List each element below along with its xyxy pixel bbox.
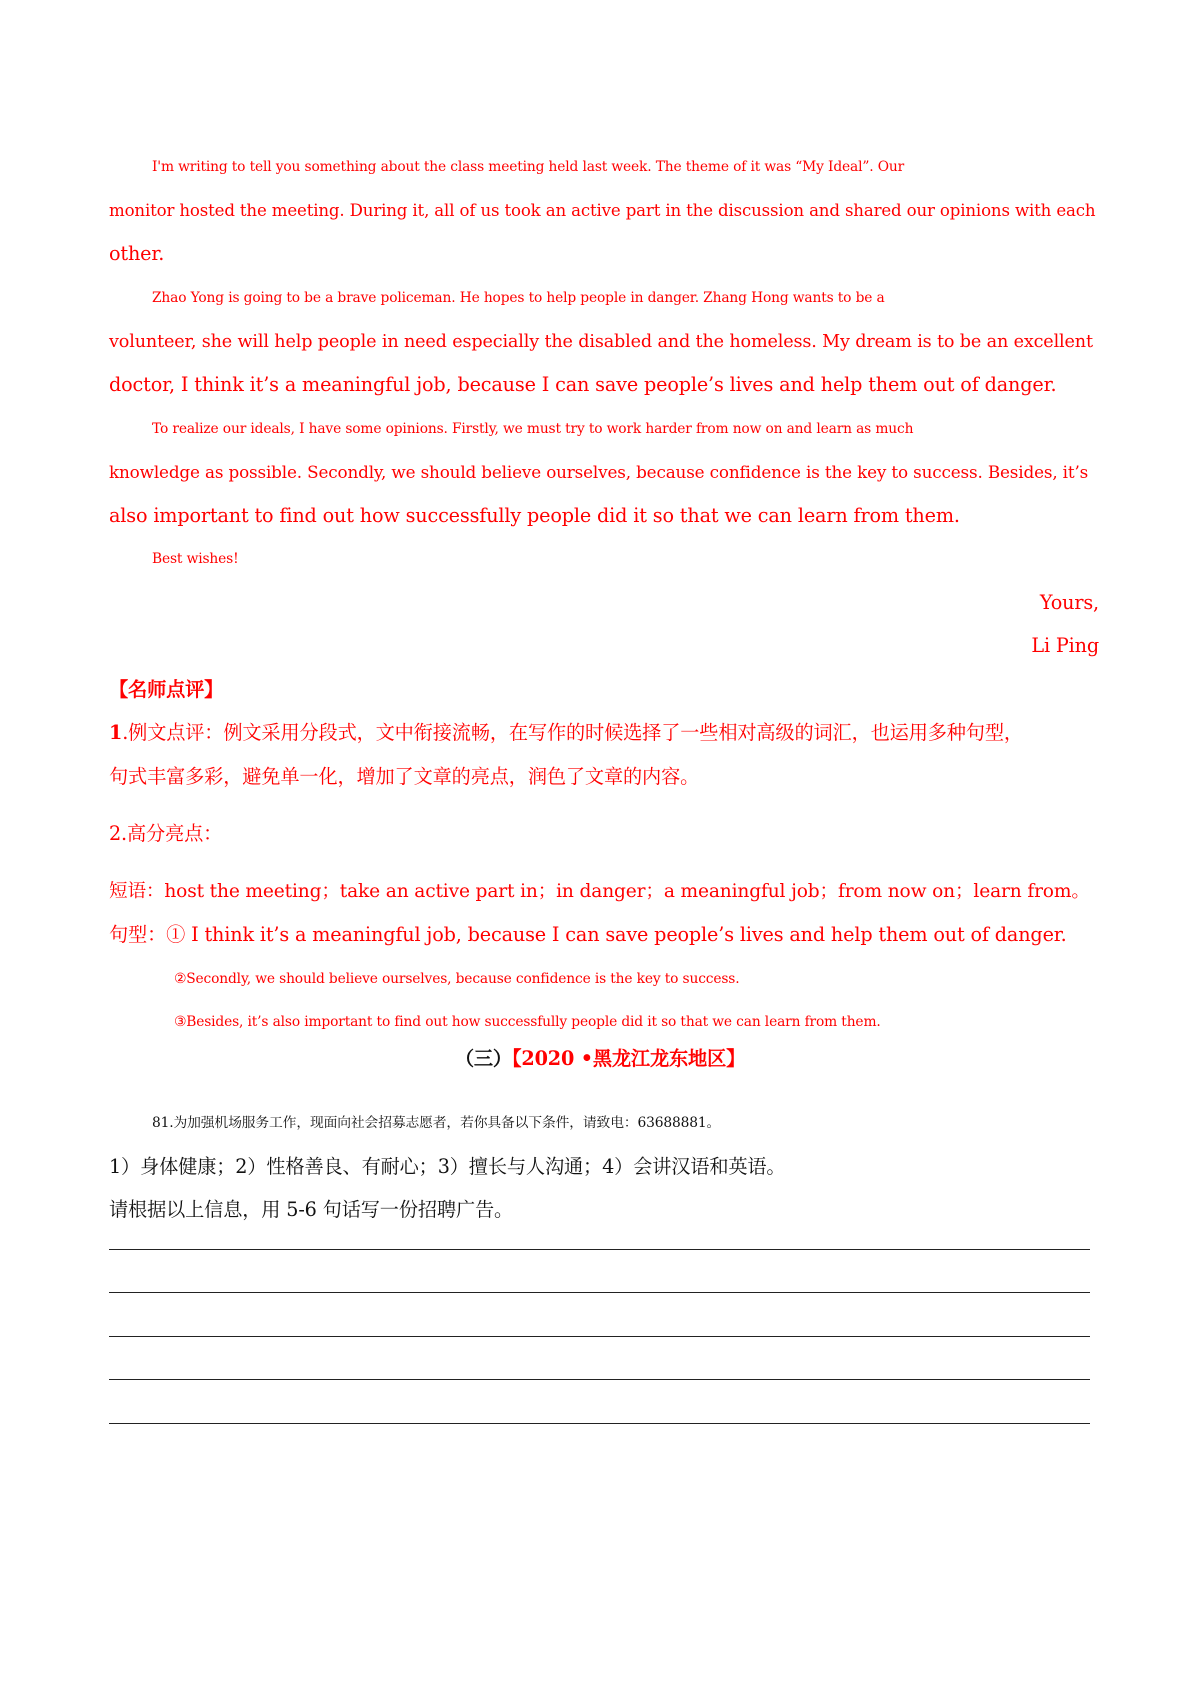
review-sentence: ③Besides, it’s also important to find out how successfully people did it so that we can learn from them. <box>174 1014 881 1030</box>
essay-line: Zhao Yong is going to be a brave policeman. He hopes to help people in danger. Zhang Hong wants to be a <box>152 290 885 306</box>
answer-line[interactable] <box>109 1423 1090 1424</box>
review-point-1 <box>109 719 1099 747</box>
essay-line: also important to find out how successfully people did it so that we can learn from them. <box>109 504 960 527</box>
review-point-1-cont: 句式丰富多彩，避免单一化，增加了文章的亮点，润色了文章的内容。 <box>109 765 700 788</box>
point-1-number: 1 <box>109 721 123 744</box>
essay-signature: Li Ping <box>1031 634 1099 657</box>
essay-line: Best wishes! <box>152 551 239 567</box>
essay-closing: Yours, <box>1039 591 1099 614</box>
review-phrases: 短语：host the meeting；take an active part in；in danger；a meaningful job；from now on；learn from。 <box>109 881 1090 902</box>
essay-line: other. <box>109 242 165 265</box>
answer-line[interactable] <box>109 1292 1090 1293</box>
review-sentence: ②Secondly, we should believe ourselves, because confidence is the key to success. <box>174 971 740 987</box>
section-title <box>0 1045 1200 1073</box>
essay-line: I'm writing to tell you something about the class meeting held last week. The theme of it was “My Ideal”. Our <box>152 159 905 175</box>
review-point-2: 2.高分亮点： <box>109 822 223 845</box>
essay-line: monitor hosted the meeting. During it, all of us took an active part in the discussion and shared our opinions with each <box>109 201 1096 220</box>
review-sentence: 句型：① I think it’s a meaningful job, because I can save people’s lives and help them out of danger. <box>109 923 1067 946</box>
section-prefix: （三） <box>454 1047 512 1070</box>
question-prompt: 81.为加强机场服务工作，现面向社会招募志愿者，若你具备以下条件，请致电：63688881。 <box>152 1115 721 1131</box>
point-1-text: .例文点评：例文采用分段式，文中衔接流畅，在写作的时候选择了一些相对高级的词汇，也运用多种句型， <box>122 721 1023 744</box>
essay-line: doctor, I think it’s a meaningful job, because I can save people’s lives and help them out of danger. <box>109 373 1057 396</box>
review-heading: 【名师点评】 <box>109 678 224 701</box>
section-source: 【2020 •黑龙江龙东地区】 <box>511 1047 746 1070</box>
essay-line: To realize our ideals, I have some opinions. Firstly, we must try to work harder from now on and learn as much <box>152 421 914 437</box>
essay-line: knowledge as possible. Secondly, we should believe ourselves, because confidence is the key to success. Besides, it’s <box>109 462 1089 482</box>
essay-line: volunteer, she will help people in need especially the disabled and the homeless. My dream is to be an excellent <box>109 332 1093 352</box>
answer-line[interactable] <box>109 1336 1090 1337</box>
answer-line[interactable] <box>109 1249 1090 1250</box>
answer-line[interactable] <box>109 1379 1090 1380</box>
question-instruction: 请根据以上信息，用 5-6 句话写一份招聘广告。 <box>109 1198 514 1221</box>
question-conditions: 1）身体健康；2）性格善良、有耐心；3）擅长与人沟通；4）会讲汉语和英语。 <box>109 1155 786 1178</box>
